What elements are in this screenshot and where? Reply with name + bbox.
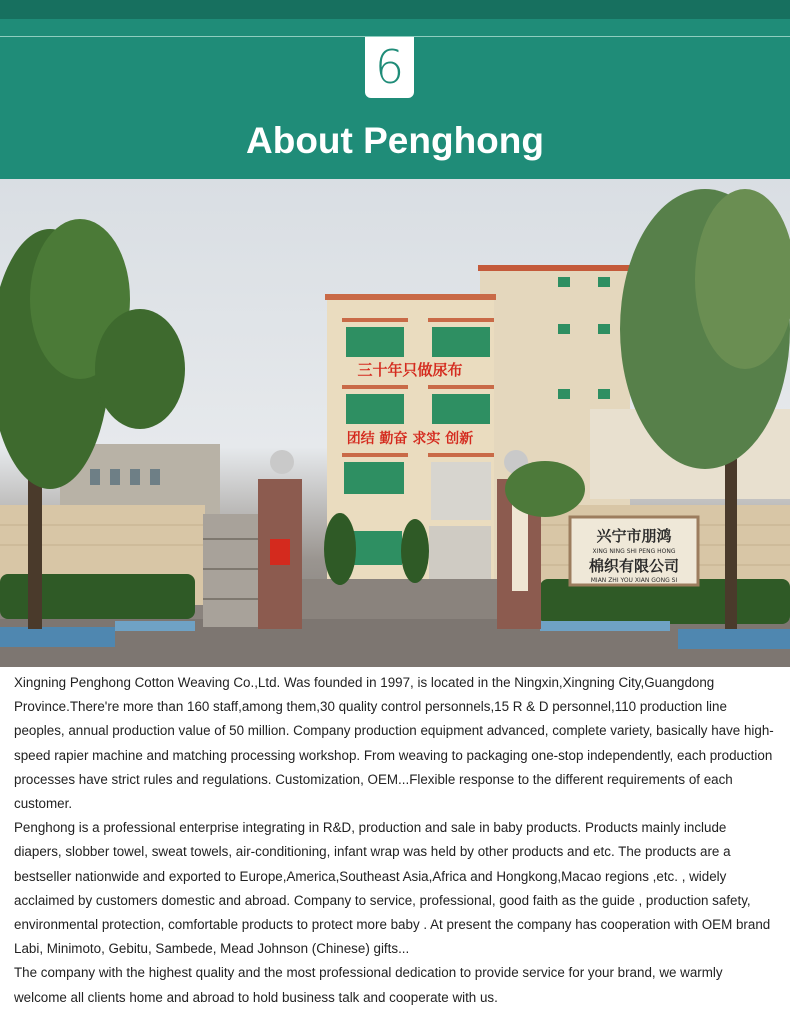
factory-photo xyxy=(0,179,790,667)
left-pillar-ball xyxy=(270,450,294,474)
company-sign-cn-1: 兴宁市朋鸿 xyxy=(596,527,672,545)
company-sign-py-1: XING NING SHI PENG HONG xyxy=(592,548,676,555)
top-band xyxy=(0,0,790,19)
about-text xyxy=(0,667,790,1010)
building-sign-1: 三十年只做尿布 xyxy=(357,361,463,379)
section-header xyxy=(0,0,790,179)
right-planter-curb xyxy=(678,629,790,649)
about-paragraph: Penghong is a professional enterprise integrating in R&D, production and sale in baby products. Products mainly include diapers, slobber towel, sweat towels, air-conditioning, infant wrap was held by other products and etc. The products are a bestseller nationwide and exported to Europe,America,Southeast Asia,Africa and Hongkong,Macao regions ,etc. , widely acclaimed by customers domestic and abroad. Company to service, professional, good faith as the guide , production safety, environmental protection, comfortable products to protect more baby . At present the company has cooperation with OEM brand Labi, Minimoto, Gebitu, Sambede, Mead Johnson (Chinese) gifts... xyxy=(14,820,771,957)
left-planter-curb xyxy=(0,627,115,647)
section-title: About Penghong xyxy=(246,120,544,161)
factory-illustration xyxy=(0,179,790,667)
gate xyxy=(203,514,263,627)
section-number-badge: 6 xyxy=(365,37,414,98)
company-sign-cn-2: 棉织有限公司 xyxy=(588,557,680,575)
company-sign-py-2: MIAN ZHI YOU XIAN GONG SI xyxy=(590,577,678,584)
about-paragraph: The company with the highest quality and the most professional dedication to provide service for your brand, we warmly welcome all clients home and abroad to hold business talk and cooperate with us. xyxy=(14,965,723,1005)
about-paragraph: Xingning Penghong Cotton Weaving Co.,Ltd. Was founded in 1997, is located in the Ningxin,Xingning City,Guangdong Province.There're more than 160 staff,among them,30 quality control personnels,15 R & D personnel,110 production line peoples, annual production value of 50 million. Company production equipment advanced, complete variety, basically have high-speed rapier machine and matching processing workshop. From weaving to packaging one-stop independently, each production processes have strict rules and regulations. Customization, OEM...Flexible response to the different requirements of each customer. xyxy=(14,675,774,812)
building-sign-2: 团结 勤奋 求实 创新 xyxy=(346,431,474,447)
